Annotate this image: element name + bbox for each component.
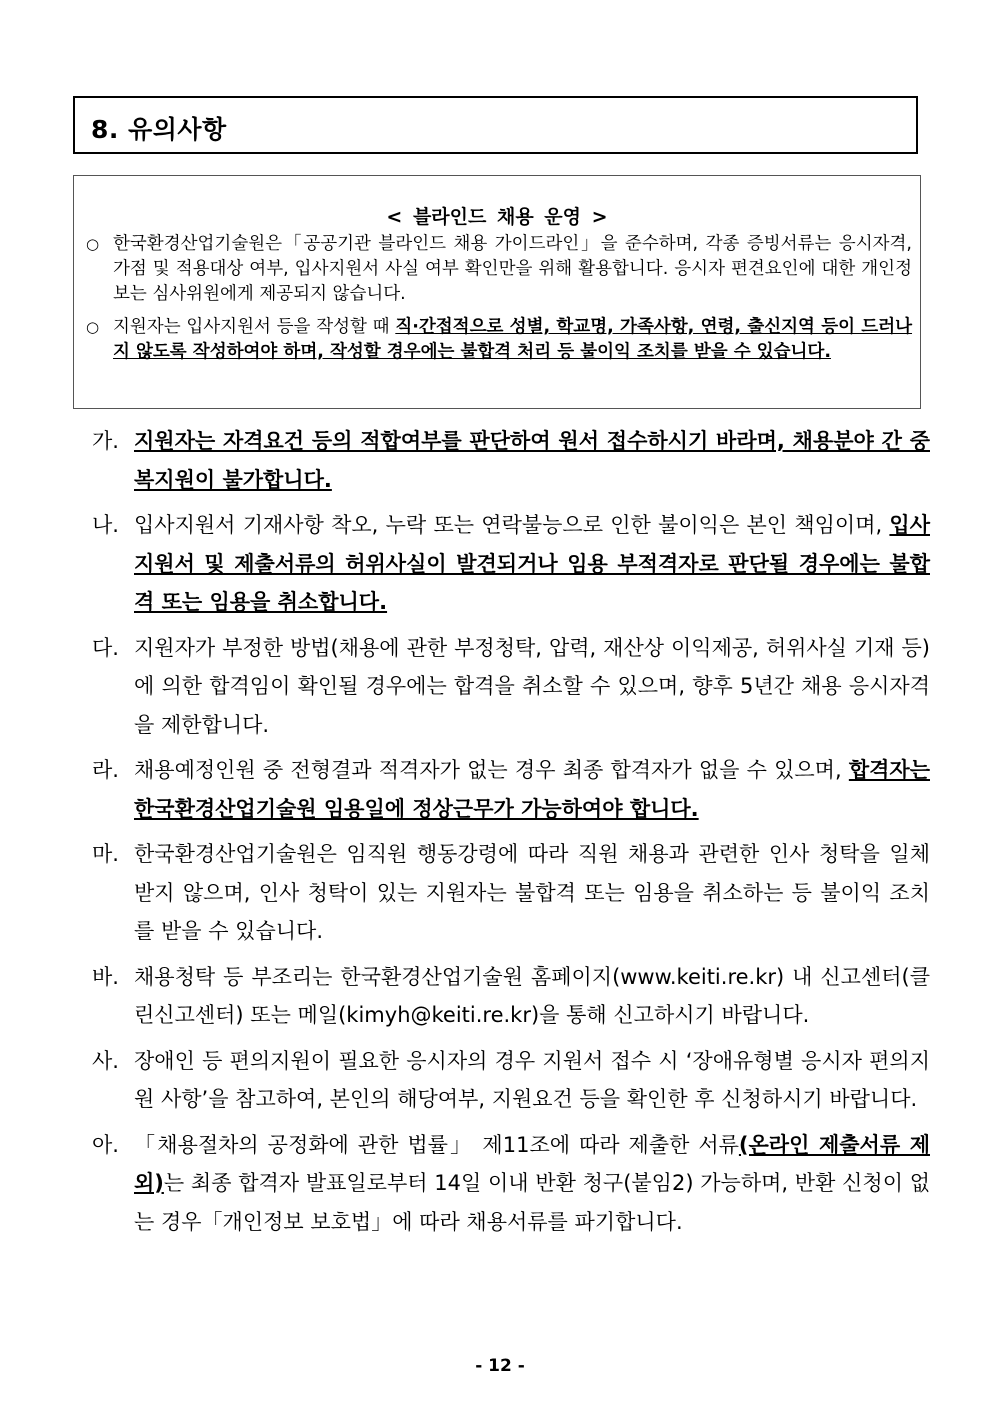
item-body bbox=[92, 751, 930, 828]
notice-heading: < 블라인드 채용 운영 > bbox=[386, 206, 608, 228]
page-number: - 12 - bbox=[475, 1356, 525, 1376]
item-body bbox=[92, 422, 930, 499]
item-body bbox=[92, 958, 930, 1035]
item-label: 마. bbox=[92, 842, 119, 866]
item-label: 사. bbox=[92, 1048, 119, 1073]
item-label: 아. bbox=[92, 1132, 119, 1157]
list-item bbox=[92, 1126, 930, 1242]
notice-bullet-2-text bbox=[86, 315, 912, 365]
notes-list bbox=[92, 422, 930, 1248]
list-item bbox=[92, 506, 930, 622]
list-item bbox=[92, 1042, 930, 1119]
list-item bbox=[92, 422, 930, 499]
item-text-continued: 는 최종 합격자 발표일로부터 14일 이내 반환 청구(붙임2) 가능하며, 반환 신청이 없는 경우「개인정보 보호법」에 따라 채용서류를 파기합니다. bbox=[134, 1171, 930, 1234]
item-body bbox=[92, 835, 930, 951]
section-title: 8. 유의사항 bbox=[91, 115, 227, 144]
item-text: 장애인 등 편의지원이 필요한 응시자의 경우 지원서 접수 시 ‘장애유형별 응시자 편의지원 사항’을 참고하여, 본인의 해당여부, 지원요건 등을 확인한 후 신청하시기 바랍니다. bbox=[134, 1048, 930, 1111]
item-emphasis: (온라인 제출서류 제외) bbox=[134, 1132, 930, 1195]
list-item bbox=[92, 629, 930, 745]
blind-recruitment-notice-box bbox=[73, 175, 921, 409]
item-text: 입사지원서 기재사항 착오, 누락 또는 연락불능으로 인한 불이익은 본인 책임이며, bbox=[134, 513, 890, 537]
list-item bbox=[92, 835, 930, 951]
item-text: 채용청탁 등 부조리는 한국환경산업기술원 홈페이지(www.keiti.re.kr) 내 신고센터(클린신고센터) 또는 메일(kimyh@keiti.re.kr)을 통해 신고하시기 바랍니다. bbox=[134, 964, 930, 1027]
item-label: 라. bbox=[92, 758, 119, 782]
list-item bbox=[92, 958, 930, 1035]
item-body bbox=[92, 1126, 930, 1242]
item-emphasis: 합격자는 한국환경산업기술원 임용일에 정상근무가 가능하여야 합니다. bbox=[134, 758, 930, 821]
item-text: 채용예정인원 중 전형결과 적격자가 없는 경우 최종 합격자가 없을 수 있으며, bbox=[134, 758, 849, 782]
item-label: 가. bbox=[92, 429, 119, 453]
item-text: 지원자가 부정한 방법(채용에 관한 부정청탁, 압력, 재산상 이익제공, 허위사실 기재 등)에 의한 합격임이 확인될 경우에는 합격을 취소할 수 있으며, 향후 5년간 채용 응시자격을 제한합니다. bbox=[134, 635, 930, 737]
item-body bbox=[92, 1042, 930, 1119]
item-label: 다. bbox=[92, 635, 119, 660]
item-emphasis: 입사지원서 및 제출서류의 허위사실이 발견되거나 임용 부적격자로 판단될 경우에는 불합격 또는 임용을 취소합니다. bbox=[134, 513, 930, 614]
item-text: 한국환경산업기술원은 임직원 행동강령에 따라 직원 채용과 관련한 인사 청탁을 일체 받지 않으며, 인사 청탁이 있는 지원자는 불합격 또는 임용을 취소하는 등 불이익 조치를 받을 수 있습니다. bbox=[134, 842, 930, 943]
item-body bbox=[92, 506, 930, 622]
notice-bullet-1 bbox=[86, 232, 912, 307]
item-label: 바. bbox=[92, 964, 119, 989]
notice-bullet-1-text: 한국환경산업기술원은「공공기관 블라인드 채용 가이드라인」을 준수하며, 각종 증빙서류는 응시자격, 가점 및 적용대상 여부, 입사지원서 사실 여부 확인만을 위해 활용합니다. 응시자 편견요인에 대한 개인정보는 심사위원에게 제공되지 않습니다. bbox=[113, 234, 912, 304]
item-text: 「채용절차의 공정화에 관한 법률」 제11조에 따라 제출한 서류 bbox=[134, 1132, 739, 1157]
item-body bbox=[92, 629, 930, 745]
circle-bullet-icon: ○ bbox=[86, 318, 100, 336]
item-emphasis: 지원자는 자격요건 등의 적합여부를 판단하여 원서 접수하시기 바라며, 채용분야 간 중복지원이 불가합니다. bbox=[134, 429, 930, 492]
notice-bullet-2 bbox=[86, 315, 912, 365]
notice-bullet-2-emphasis: 직·간접적으로 성별, 학교명, 가족사항, 연령, 출신지역 등이 드러나지 않도록 작성하여야 하며, 작성할 경우에는 불합격 처리 등 불이익 조치를 받을 수 있습니다. bbox=[113, 317, 913, 362]
circle-bullet-icon: ○ bbox=[86, 235, 100, 253]
notice-bullet-2-plain: 지원자는 입사지원서 등을 작성할 때 bbox=[113, 317, 396, 337]
list-item bbox=[92, 751, 930, 828]
item-label: 나. bbox=[92, 513, 119, 537]
section-header bbox=[73, 96, 918, 154]
